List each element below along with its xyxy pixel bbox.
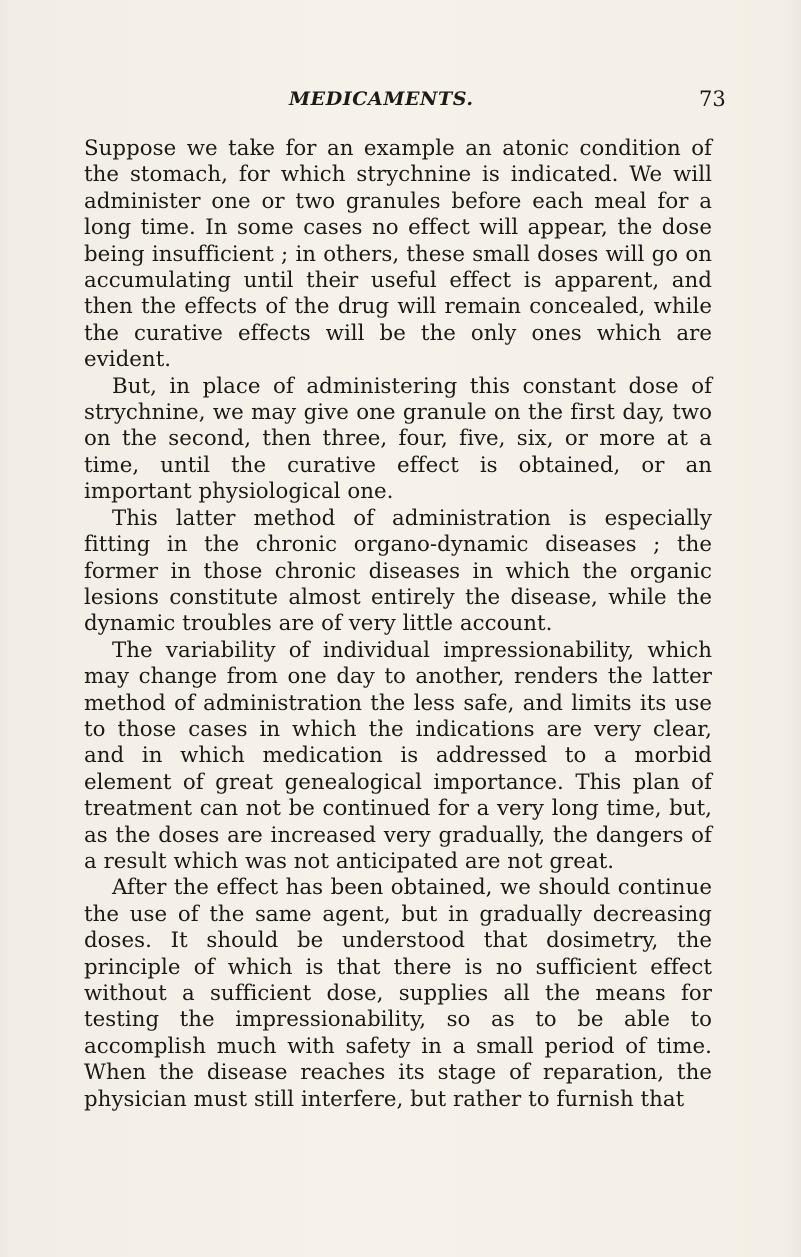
page-header — [0, 88, 801, 116]
body-text — [84, 136, 712, 1113]
paragraph-2: But, in place of administering this constant dose of strychnine, we may give one granule on the first day, two on the second, then three, four, five, six, or more at a time, until the curative effect is obtained, or an important physiological one. — [84, 373, 712, 505]
running-head: MEDICAMENTS. — [289, 88, 474, 110]
paragraph-4: The variability of individual impressionability, which may change from one day to another, renders the latter method of administration the less safe, and limits its use to those cases in which the indications are very clear, and in which medication is addressed to a morbid element of great genealogical importance. This plan of treatment can not be continued for a very long time, but, as the doses are increased very gradually, the dangers of a result which was not anticipated are not great. — [84, 637, 712, 874]
page-number: 73 — [699, 87, 726, 111]
page-left-shadow — [0, 0, 12, 1257]
paragraph-3: This latter method of administration is especially fitting in the chronic organo-dynamic diseases ; the former in those chronic diseases in which the organic lesions constitute almost entirely the disease, while the dynamic troubles are of very little account. — [84, 505, 712, 637]
paragraph-5: After the effect has been obtained, we should continue the use of the same agent, but in gradually decreasing doses. It should be understood that dosimetry, the principle of which is that there is no sufficient effect without a sufficient dose, supplies all the means for testing the impressionability, so as to be able to accomplish much with safety in a small period of time. When the disease reaches its stage of reparation, the physician must still interfere, but rather to furnish that — [84, 875, 712, 1112]
page-right-shadow — [783, 0, 801, 1257]
paragraph-1: Suppose we take for an example an atonic condition of the stomach, for which strychnine is indicated. We will administer one or two granules before each meal for a long time. In some cases no effect will appear, the dose being insufficient ; in others, these small doses will go on accumulating until their useful effect is apparent, and then the effects of the drug will remain concealed, while the curative effects will be the only ones which are evident. — [84, 136, 712, 373]
